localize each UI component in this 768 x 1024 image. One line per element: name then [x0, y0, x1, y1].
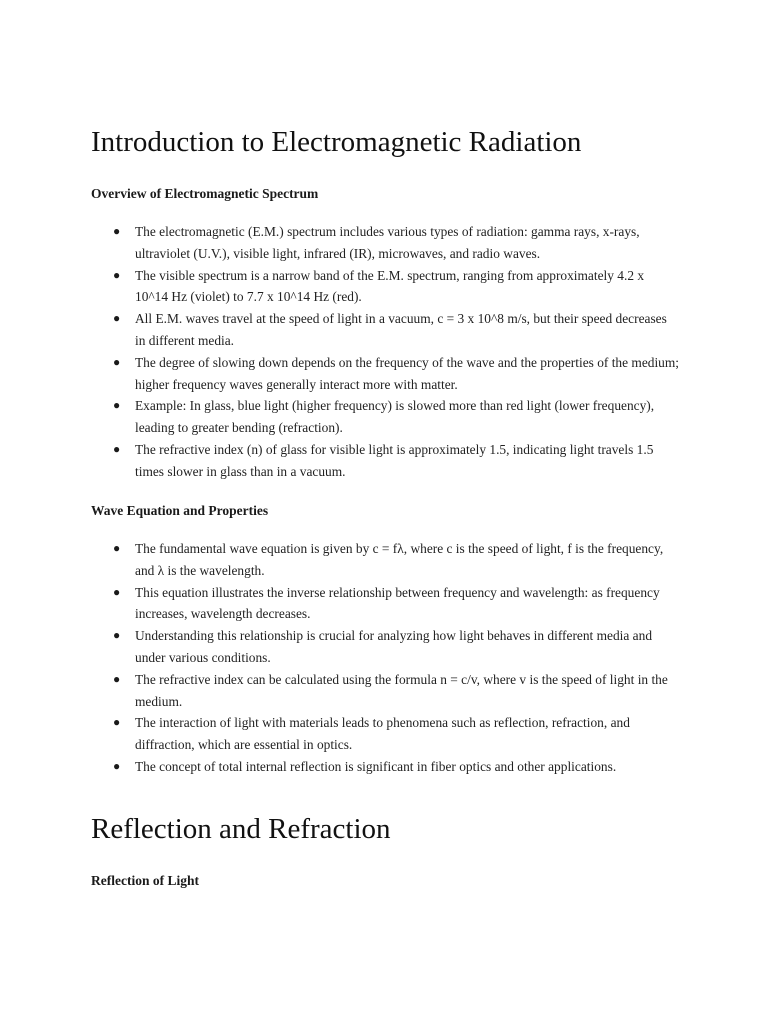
subsection-title-wave-equation: Wave Equation and Properties	[91, 503, 269, 518]
list-item-text: The concept of total internal reflection is significant in fiber optics and other applications.	[135, 758, 617, 774]
bullet-list-em-spectrum	[0, 221, 768, 483]
list-item	[0, 538, 680, 582]
list-item-text: Understanding this relationship is crucial for analyzing how light behaves in different media and under various conditions.	[135, 628, 653, 665]
bullet-icon: ●	[113, 541, 121, 555]
list-item-text: The electromagnetic (E.M.) spectrum includes various types of radiation: gamma rays, x-rays, ultraviolet (U.V.), visible light, infrared (IR), microwaves, and radio waves.	[135, 224, 640, 261]
list-item	[0, 625, 680, 669]
list-item	[0, 439, 680, 483]
subsection-title-em-spectrum: Overview of Electromagnetic Spectrum	[91, 186, 319, 201]
list-item	[0, 582, 680, 626]
section-title-em-radiation: Introduction to Electromagnetic Radiation	[91, 126, 582, 158]
list-item-text: The fundamental wave equation is given by c = fλ, where c is the speed of light, f is the frequency, and λ is the wavelength.	[135, 541, 664, 578]
list-item-text: The degree of slowing down depends on the frequency of the wave and the properties of the medium; higher frequency waves generally interact more with matter.	[135, 354, 680, 392]
bullet-icon: ●	[113, 584, 121, 599]
bullet-icon: ●	[113, 671, 121, 686]
bullet-list-wave-equation	[0, 538, 768, 778]
list-item-text: Example: In glass, blue light (higher frequency) is slowed more than red light (lower frequency), leading to greater bending (refraction).	[135, 398, 655, 436]
list-item-text: The refractive index (n) of glass for visible light is approximately 1.5, indicating light travels 1.5 times slower in glass than in a vacuum.	[135, 441, 654, 479]
bullet-icon: ●	[113, 441, 121, 456]
bullet-icon: ●	[113, 354, 121, 369]
list-item	[0, 712, 680, 756]
list-item-text: All E.M. waves travel at the speed of light in a vacuum, c = 3 x 10^8 m/s, but their speed decreases in different media.	[135, 311, 667, 348]
list-item	[0, 669, 680, 713]
bullet-icon: ●	[113, 758, 121, 773]
list-item-text: The interaction of light with materials leads to phenomena such as reflection, refraction, and diffraction, which are essential in optics.	[135, 715, 630, 753]
bullet-icon: ●	[113, 715, 121, 730]
list-item	[0, 352, 680, 396]
bullet-icon: ●	[113, 398, 121, 413]
section-title-reflection-refraction: Reflection and Refraction	[91, 813, 391, 845]
bullet-icon: ●	[113, 311, 121, 326]
list-item-text: This equation illustrates the inverse relationship between frequency and wavelength: as frequency increases, wavelength decreases.	[135, 584, 660, 622]
list-item	[0, 221, 680, 265]
bullet-icon: ●	[113, 224, 121, 238]
list-item-text: The refractive index can be calculated using the formula n = c/v, where v is the speed of light in the medium.	[135, 671, 668, 709]
list-item	[0, 265, 680, 309]
list-item-text: The visible spectrum is a narrow band of the E.M. spectrum, ranging from approximately 4.2 x 10^14 Hz (violet) to 7.7 x 10^14 Hz (red).	[135, 267, 645, 305]
subsection-title-reflection-of-light: Reflection of Light	[91, 873, 199, 888]
list-item	[0, 756, 680, 778]
bullet-icon: ●	[113, 628, 121, 643]
list-item	[0, 395, 680, 439]
bullet-icon: ●	[113, 267, 121, 282]
list-item	[0, 308, 680, 352]
